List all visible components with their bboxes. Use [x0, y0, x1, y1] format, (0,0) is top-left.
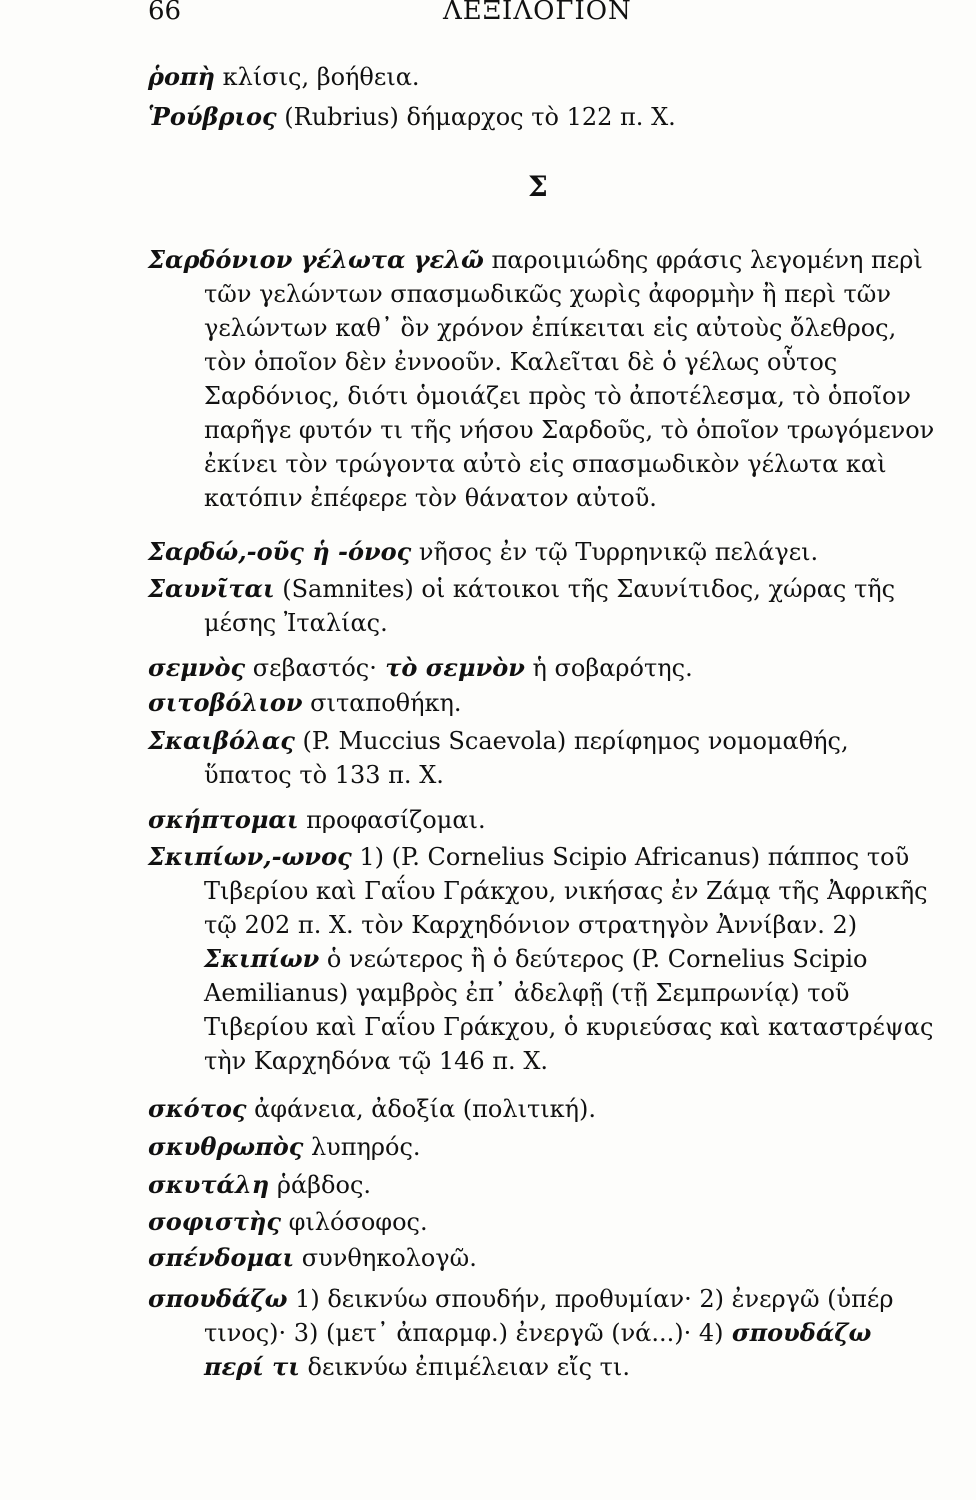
definition: 1) δεικνύω σπουδήν, προθυμίαν· 2) ἐνεργῶ (ὑπέρ τινος)· 3) (μετ᾿ ἀπαρμφ.) ἐνεργῶ (νά...)· 4) [204, 1285, 894, 1347]
entry-skipion [148, 840, 938, 1078]
entry-spendomai [148, 1241, 938, 1275]
headword: ῥοπὴ [148, 62, 215, 91]
entry-sophistes [148, 1205, 938, 1239]
definition: λυπηρός. [303, 1133, 421, 1161]
definition-2: δεικνύω ἐπιμέλειαν εἴς τι. [299, 1353, 630, 1381]
headword: σπένδομαι [148, 1243, 295, 1272]
entry-sardo [148, 535, 938, 569]
entry-semnos [148, 651, 938, 685]
section-letter: Σ [528, 170, 548, 203]
headword: Σκαιβόλας [148, 726, 295, 755]
page-number: 66 [148, 0, 182, 26]
headword: σκήπτομαι [148, 805, 299, 834]
entry-skythropos [148, 1130, 938, 1164]
headword: Σαρδώ,-οῦς ἡ -όνος [148, 537, 412, 566]
definition: ῥάβδος. [269, 1171, 372, 1199]
sub-headword: τὸ σεμνὸν [376, 653, 525, 682]
sub-headword: Σκιπίων [204, 944, 320, 973]
entry-skeptomai [148, 803, 938, 837]
headword: σκότος [148, 1094, 247, 1123]
entry-saunitai [148, 572, 938, 640]
running-title: ΛΕΞΙΛΟΓΙΟΝ [443, 0, 632, 26]
definition-2: ἡ σοβαρότης. [524, 654, 693, 682]
sub-headword: σπουδάζω περί τι [204, 1318, 872, 1381]
definition: σεβαστός· [245, 654, 377, 682]
definition: ἀφάνεια, ἀδοξία (πολιτική). [246, 1095, 597, 1123]
headword: Σαρδόνιον γέλωτα γελῶ [148, 245, 484, 274]
entry-skaibolas [148, 724, 938, 792]
definition: παροιμιώδης φράσις λεγομένη περὶ τῶν γελώντων σπασμωδικῶς χωρὶς ἀφορμὴν ἢ περὶ τῶν γελώντων καθ᾿ ὃν χρόνον ἐπίκειται εἰς αὐτοὺς ὄλεθρος, τὸν ὁποῖον δὲν ἐννοοῦν. Καλεῖται δὲ ὁ γέλως οὗτος Σαρδόνιος, διότι ὁμοιάζει πρὸς τὸ ἀποτέλεσμα, τὸ ὁποῖον παρῆγε φυτόν τι τῆς νήσου Σαρδοῦς, τὸ ὁποῖον τρωγόμενον ἐκίνει τὸν τρώγοντα αὐτὸ εἰς σπασμωδικὸν γέλωτα καὶ κατόπιν ἐπέφερε τὸν θάνατον αὐτοῦ. [204, 246, 935, 512]
definition: 1) (P. Cornelius Scipio Africanus) πάππος τοῦ Τιβερίου καὶ Γαΐου Γράκχου, νικήσας ἐν Ζάμᾳ τῆς Ἀφρικῆς τῷ 202 π. Χ. τὸν Καρχηδόνιον στρατηγὸν Ἀννίβαν. 2) [204, 843, 928, 939]
entry-rubrius [148, 100, 938, 134]
definition: συνθηκολογῶ. [294, 1244, 477, 1272]
headword: σπουδάζω [148, 1284, 288, 1313]
definition: προφασίζομαι. [298, 806, 486, 834]
entry-sitobolion [148, 686, 938, 720]
definition: κλίσις, βοήθεια. [214, 63, 420, 91]
headword: σιτοβόλιον [148, 688, 303, 717]
definition: (Rubrius) δήμαρχος τὸ 122 π. Χ. [276, 103, 676, 131]
entry-spoudazo [148, 1282, 938, 1384]
definition: νῆσος ἐν τῷ Τυρρηνικῷ πελάγει. [411, 538, 819, 566]
entry-skytale [148, 1168, 938, 1202]
headword: Σκιπίων,-ωνος [148, 842, 352, 871]
headword: Ῥούβριος [148, 102, 277, 131]
entry-skotos [148, 1092, 938, 1126]
definition: σιταποθήκη. [302, 689, 462, 717]
headword: σοφιστὴς [148, 1207, 281, 1236]
headword: σκυτάλη [148, 1170, 270, 1199]
headword: σεμνὸς [148, 653, 246, 682]
headword: σκυθρωπὸς [148, 1132, 304, 1161]
definition: φιλόσοφος. [280, 1208, 428, 1236]
definition: (P. Muccius Scaevola) περίφημος νομομαθής, ὕπατος τὸ 133 π. Χ. [204, 727, 849, 789]
headword: Σαυνῖται [148, 574, 275, 603]
entry-rhope [148, 60, 938, 94]
entry-sardonion [148, 243, 938, 515]
definition: (Samnites) οἱ κάτοικοι τῆς Σαυνίτιδος, χώρας τῆς μέσης Ἰταλίας. [204, 575, 896, 637]
definition-2: ὁ νεώτερος ἢ ὁ δεύτερος (P. Cornelius Scipio Aemilianus) γαμβρὸς ἐπ᾿ ἀδελφῇ (τῇ Σεμπρωνίᾳ) τοῦ Τιβερίου καὶ Γαΐου Γράκχου, ὁ κυριεύσας καὶ καταστρέψας τὴν Καρχηδόνα τῷ 146 π. Χ. [204, 945, 934, 1075]
